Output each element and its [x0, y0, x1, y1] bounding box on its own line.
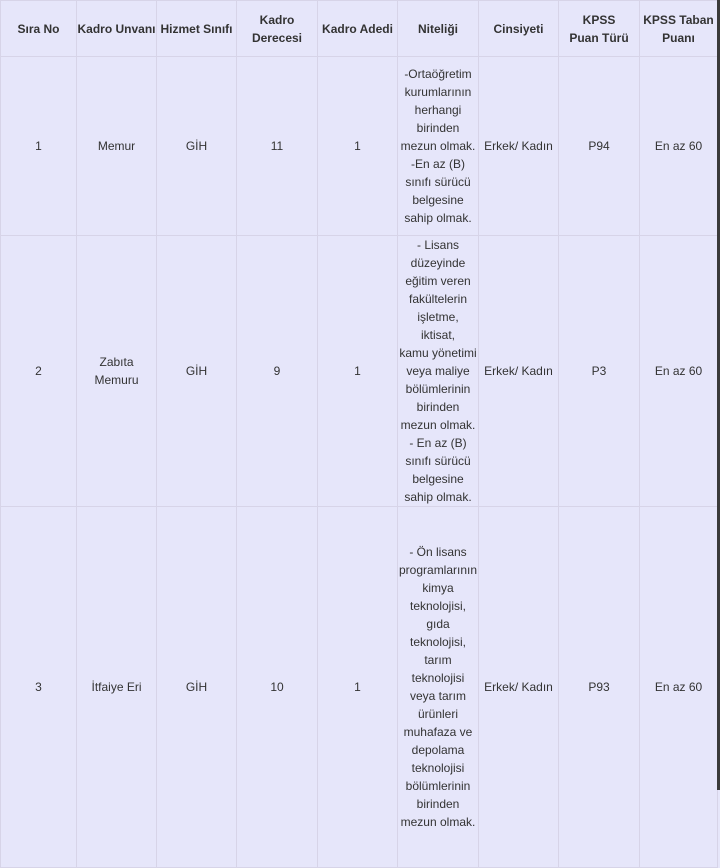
niteligi-line: - En az (B): [409, 436, 467, 450]
cell-kadro-adedi: 1: [318, 507, 398, 868]
header-kadro-adedi-label: Kadro Adedi: [322, 21, 393, 36]
header-niteligi: [398, 1, 479, 57]
table-body: [1, 57, 718, 868]
niteligi-line: -Ortaöğretim: [404, 67, 472, 81]
header-kadro-unvani: [77, 1, 157, 57]
cell-kpss-puan-turu: P93: [559, 507, 640, 868]
cell-kadro-unvani-line-2: Memuru: [94, 373, 139, 387]
cell-kadro-unvani-line-1: İtfaiye Eri: [91, 680, 142, 694]
cell-kpss-puan-turu: P3: [559, 236, 640, 507]
niteligi-line: teknolojisi,: [409, 635, 467, 649]
cell-niteligi: [398, 507, 479, 868]
niteligi-line: - Lisans: [416, 238, 460, 252]
header-kadro-derecesi-line-1: Kadro: [259, 12, 295, 27]
niteligi-line: belgesine: [412, 193, 464, 207]
cell-kpss-taban-puani: En az 60: [640, 57, 718, 236]
niteligi-line: - Ön lisans: [409, 545, 467, 559]
niteligi-line: teknolojisi: [411, 761, 465, 775]
niteligi-line: eğitim veren: [405, 274, 471, 288]
niteligi-line: birinden: [416, 400, 460, 414]
cell-kadro-derecesi: 9: [237, 236, 318, 507]
niteligi-line: teknolojisi: [411, 671, 465, 685]
cell-sira-no: 3: [1, 507, 77, 868]
niteligi-line: bölümlerinin: [405, 779, 471, 793]
header-niteligi-label: Niteliği: [417, 21, 458, 36]
cell-kadro-unvani-line-1: Zabıta: [99, 355, 134, 369]
cell-niteligi: [398, 57, 479, 236]
niteligi-line: birinden: [416, 797, 460, 811]
header-cinsiyeti: [479, 1, 559, 57]
cell-hizmet-sinifi: GİH: [157, 507, 237, 868]
cell-kadro-unvani: [77, 236, 157, 507]
header-hizmet-sinifi: [157, 1, 237, 57]
niteligi-line: sahip olmak.: [404, 490, 472, 504]
niteligi-line: mezun olmak.: [400, 815, 476, 829]
cell-cinsiyeti: Erkek/ Kadın: [479, 236, 559, 507]
cell-kpss-taban-puani: En az 60: [640, 507, 718, 868]
niteligi-line: sahip olmak.: [404, 211, 472, 225]
header-kadro-unvani-label: Kadro Unvanı: [77, 21, 156, 36]
cell-hizmet-sinifi: GİH: [157, 236, 237, 507]
niteligi-line: kurumlarının: [404, 85, 472, 99]
header-kpss-taban-puani-line-1: KPSS Taban: [643, 12, 714, 27]
cell-cinsiyeti: Erkek/ Kadın: [479, 507, 559, 868]
header-sira-no-label: Sıra No: [17, 21, 60, 36]
niteligi-line: gıda: [426, 617, 450, 631]
niteligi-line: belgesine: [412, 472, 464, 486]
header-row: [1, 1, 718, 57]
header-kadro-derecesi-line-2: Derecesi: [251, 30, 303, 45]
table-row: [1, 236, 718, 507]
cell-kpss-taban-puani: En az 60: [640, 236, 718, 507]
cell-kadro-derecesi: 10: [237, 507, 318, 868]
header-kadro-adedi: [318, 1, 398, 57]
header-kpss-taban-puani: [640, 1, 718, 57]
cell-kadro-unvani-line-1: Memur: [97, 139, 136, 153]
cell-kadro-unvani: [77, 57, 157, 236]
table-row: [1, 57, 718, 236]
niteligi-line: ürünleri: [417, 707, 459, 721]
niteligi-line: sınıfı sürücü: [405, 454, 471, 468]
niteligi-line: işletme, iktisat,: [417, 310, 459, 342]
niteligi-line: programlarının: [399, 563, 478, 577]
niteligi-line: veya maliye: [406, 364, 470, 378]
niteligi-line: sınıfı sürücü: [405, 175, 471, 189]
cell-niteligi: [398, 236, 479, 507]
niteligi-line: düzeyinde: [410, 256, 466, 270]
cell-kadro-adedi: 1: [318, 236, 398, 507]
cell-hizmet-sinifi: GİH: [157, 57, 237, 236]
table-row: [1, 507, 718, 868]
header-kpss-puan-turu: [559, 1, 640, 57]
niteligi-line: herhangi: [414, 103, 462, 117]
header-sira-no: [1, 1, 77, 57]
cell-kadro-adedi: 1: [318, 57, 398, 236]
cell-kpss-puan-turu: P94: [559, 57, 640, 236]
niteligi-line: kamu yönetimi: [399, 346, 477, 360]
header-kpss-puan-turu-line-1: KPSS: [582, 12, 616, 27]
niteligi-line: depolama: [411, 743, 465, 757]
niteligi-line: tarım: [424, 653, 452, 667]
niteligi-line: kimya: [422, 581, 454, 595]
cell-kadro-derecesi: 11: [237, 57, 318, 236]
niteligi-line: -En az (B): [410, 157, 465, 171]
cell-sira-no: 2: [1, 236, 77, 507]
header-kadro-derecesi: [237, 1, 318, 57]
header-kpss-puan-turu-line-2: Puan Türü: [569, 30, 629, 45]
niteligi-line: birinden: [416, 121, 460, 135]
niteligi-line: teknolojisi,: [409, 599, 467, 613]
cell-kadro-unvani: [77, 507, 157, 868]
header-cinsiyeti-label: Cinsiyeti: [493, 21, 544, 36]
niteligi-line: mezun olmak.: [400, 139, 476, 153]
niteligi-line: muhafaza ve: [403, 725, 473, 739]
niteligi-line: veya tarım: [409, 689, 466, 703]
header-kpss-taban-puani-line-2: Puanı: [662, 30, 695, 45]
niteligi-line: bölümlerinin: [405, 382, 471, 396]
table-header: [1, 1, 718, 57]
cell-sira-no: 1: [1, 57, 77, 236]
niteligi-line: fakültelerin: [408, 292, 468, 306]
niteligi-line: mezun olmak.: [400, 418, 476, 432]
header-hizmet-sinifi-label: Hizmet Sınıfı: [160, 21, 233, 36]
cell-cinsiyeti: Erkek/ Kadın: [479, 57, 559, 236]
